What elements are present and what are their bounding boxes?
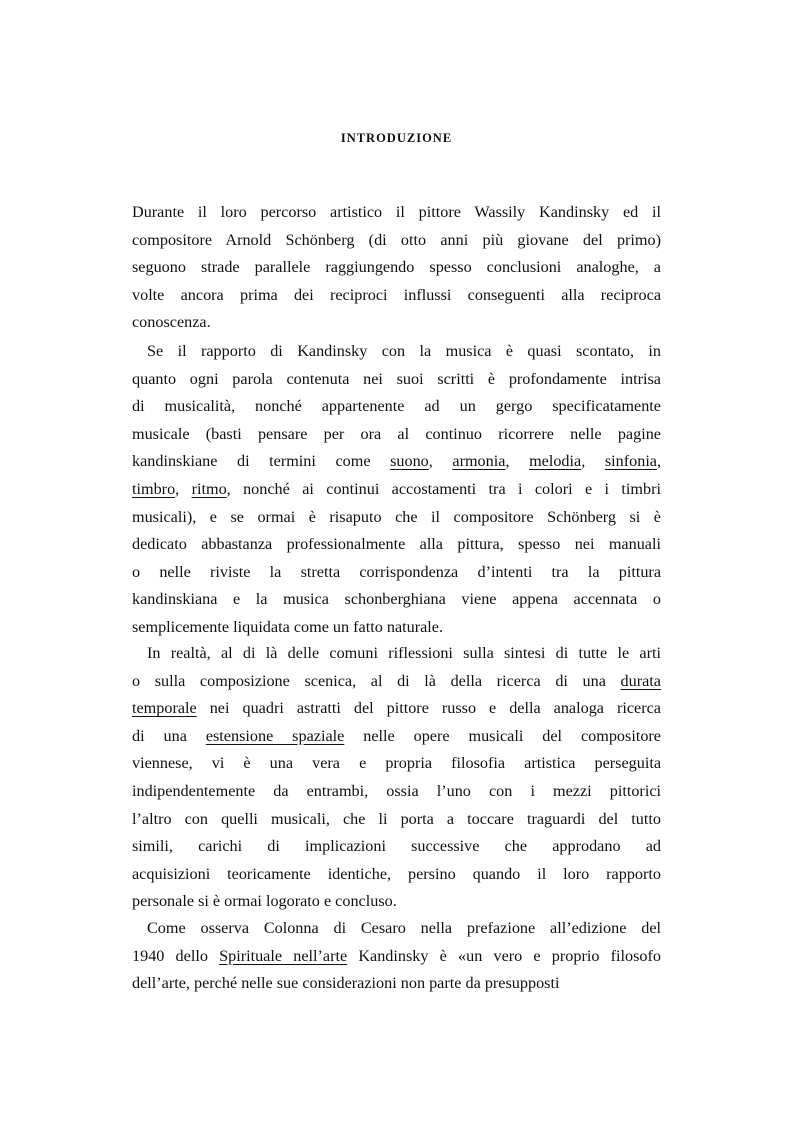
text-line	[132, 368, 661, 390]
text-segment: viennese, vi è una vera e propria filosofia artistica perseguita	[132, 754, 661, 773]
underlined-term: sinfonia	[604, 452, 657, 471]
text-line	[132, 284, 661, 306]
text-segment: In realtà, al di là delle comuni riflessioni sulla sintesi di tutte le arti	[147, 644, 661, 662]
text-segment: kandinskiane di termini come	[132, 452, 391, 471]
text-segment: acquisizioni teoricamente identiche, persino quando il loro rapporto	[132, 864, 661, 883]
text-segment: quanto ogni parola contenuta nei suoi scritti è profondamente intrisa	[132, 369, 661, 388]
text-segment: Se il rapporto di Kandinsky con la musica è quasi scontato, in	[147, 342, 661, 360]
text-line	[132, 863, 661, 885]
text-segment: dell’arte, perché nelle sue considerazioni non parte da presupposti	[132, 974, 560, 993]
underlined-term: ritmo	[191, 480, 227, 498]
text-segment: personale si è ormai logorato e concluso.	[132, 892, 397, 911]
text-segment: seguono strade parallele raggiungendo spesso conclusioni analoghe, a	[132, 258, 661, 277]
text-segment: 1940 dello	[132, 946, 220, 965]
text-segment: , nonché ai continui accostamenti tra i colori e i timbri	[226, 480, 661, 498]
text-segment: musicali), e se ormai è risaputo che il compositore Schönberg si è	[132, 507, 661, 526]
text-segment: Durante il loro percorso artistico il pittore Wassily Kandinsky ed il	[132, 203, 661, 221]
text-line	[132, 423, 661, 445]
text-line	[132, 588, 661, 610]
underlined-term: durata	[620, 671, 661, 690]
text-line	[132, 395, 661, 417]
text-line	[132, 201, 661, 223]
text-line	[132, 478, 661, 500]
text-line	[132, 642, 661, 664]
text-line	[132, 725, 661, 747]
text-segment: dedicato abbastanza professionalmente alla pittura, spesso nei manuali	[132, 535, 661, 554]
text-line	[132, 229, 661, 251]
page-title: INTRODUZIONE	[340, 131, 453, 145]
underlined-term: timbro	[132, 480, 176, 498]
text-line	[132, 780, 661, 802]
text-segment: ,	[428, 452, 453, 471]
text-line	[132, 311, 661, 333]
text-segment: o nelle riviste la stretta corrispondenza d’intenti tra la pittura	[132, 562, 661, 581]
text-line	[132, 533, 661, 555]
text-segment: compositore Arnold Schönberg (di otto anni più giovane del primo)	[132, 230, 661, 249]
underlined-term: suono	[390, 452, 429, 471]
text-line	[132, 561, 661, 583]
text-line	[132, 340, 661, 362]
text-line	[132, 890, 661, 912]
text-line	[132, 256, 661, 278]
text-segment: ,	[175, 480, 192, 498]
text-line	[132, 670, 661, 692]
text-segment: conoscenza.	[132, 313, 211, 332]
text-segment: di musicalità, nonché appartenente ad un gergo specificatamente	[132, 397, 661, 416]
text-segment: o sulla composizione scenica, al di là della ricerca di una	[132, 671, 621, 690]
text-segment: nei quadri astratti del pittore russo e della analoga ricerca	[196, 699, 661, 718]
text-segment: l’altro con quelli musicali, che li porta a toccare traguardi del tutto	[132, 809, 661, 828]
text-segment: simili, carichi di implicazioni successive che approdano ad	[132, 837, 661, 856]
text-segment: Come osserva Colonna di Cesaro nella prefazione all’edizione del	[147, 919, 661, 937]
text-segment: ,	[581, 452, 605, 471]
text-line	[132, 450, 661, 472]
text-segment: ,	[657, 452, 662, 471]
text-segment: Kandinsky è «un vero e proprio filosofo	[347, 946, 661, 965]
text-line	[132, 752, 661, 774]
text-line	[132, 616, 661, 638]
text-segment: indipendentemente da entrambi, ossia l’uno con i mezzi pittorici	[132, 782, 661, 800]
underlined-term: melodia	[529, 452, 582, 471]
text-segment: kandinskiana e la musica schonberghiana viene appena accennata o	[132, 590, 661, 609]
text-segment: nelle opere musicali del compositore	[344, 726, 661, 745]
underlined-term: estensione spaziale	[205, 726, 345, 745]
text-line	[132, 697, 661, 719]
text-line	[132, 506, 661, 528]
text-segment: musicale (basti pensare per ora al continuo ricorrere nelle pagine	[132, 424, 661, 443]
text-line	[132, 945, 661, 967]
text-line	[132, 972, 661, 994]
underlined-term: temporale	[132, 699, 197, 718]
text-segment: semplicemente liquidata come un fatto naturale.	[132, 618, 444, 636]
text-segment: volte ancora prima dei reciproci influssi conseguenti alla reciproca	[132, 285, 661, 304]
underlined-term: armonia	[452, 452, 506, 471]
text-line	[132, 835, 661, 857]
text-segment: ,	[505, 452, 530, 471]
underlined-term: Spirituale nell’arte	[219, 946, 348, 965]
text-line	[132, 917, 661, 939]
text-line	[132, 808, 661, 830]
text-segment: di una	[132, 726, 206, 745]
